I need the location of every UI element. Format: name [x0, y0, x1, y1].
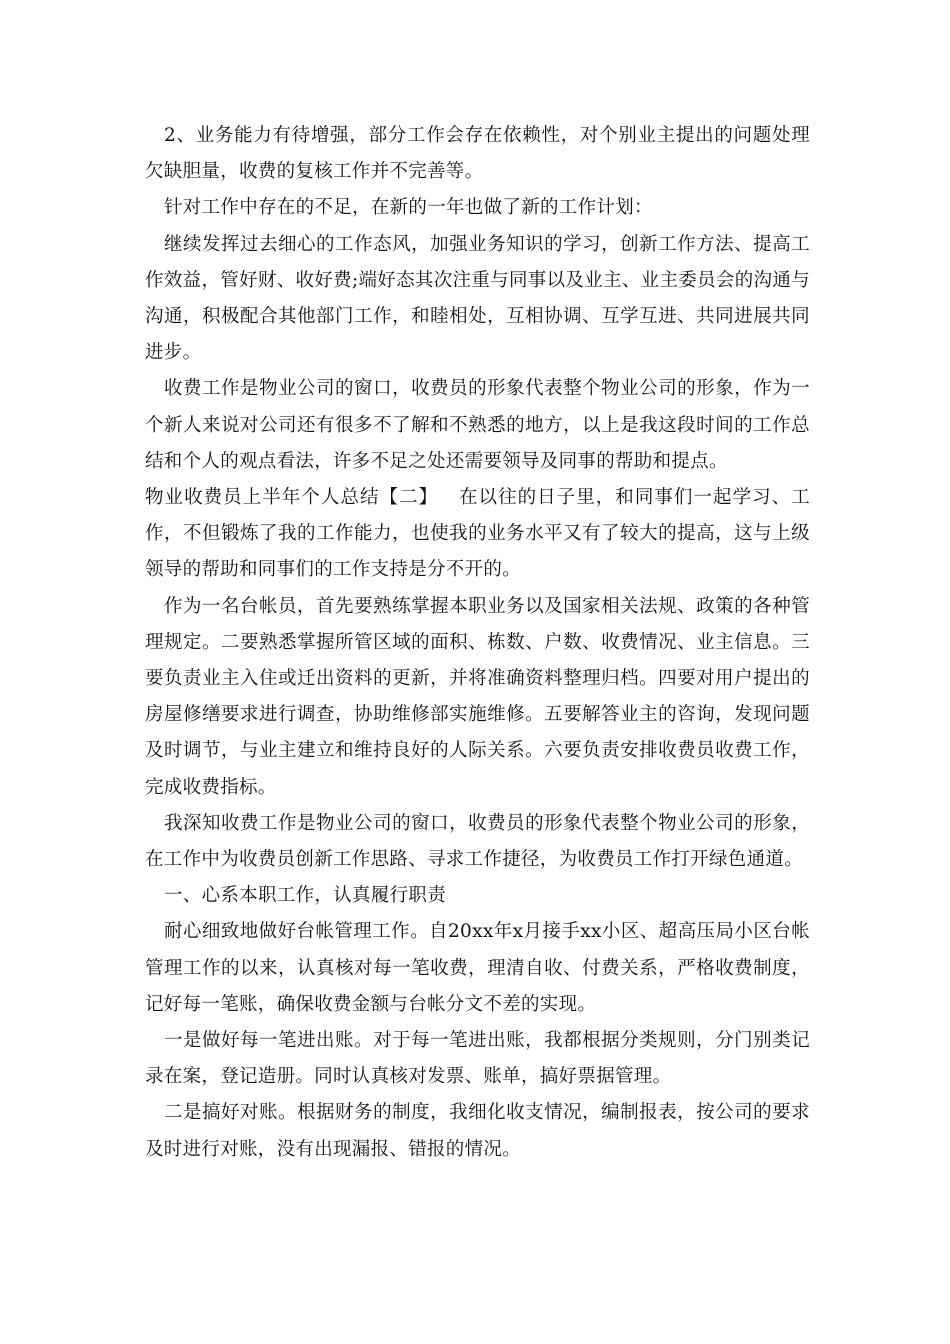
section-intro: 在以往的日子里，和同事们一起学习、工作，不但锻炼了我的工作能力，也使我的业务水平又有了较大的提高，这与上级领导的帮助和同事们的工作支持是分不开的。 — [145, 487, 810, 581]
paragraph-plan: 继续发挥过去细心的工作态风，加强业务知识的学习，创新工作方法、提高工作效益，管好财、收好费;端好态其次注重与同事以及业主、业主委员会的沟通与沟通，积极配合其他部门工作，和睦相处，互相协调、互学互进、共同进展共同进步。 — [145, 233, 810, 364]
section-title: 物业收费员上半年个人总结【二】 — [145, 487, 439, 509]
paragraph-conclusion: 收费工作是物业公司的窗口，收费员的形象代表整个物业公司的形象，作为一个新人来说对公司还有很多不了解和不熟悉的地方，以上是我这段时间的工作总结和个人的观点看法，许多不足之处还需要领导及同事的帮助和提点。 — [145, 378, 810, 472]
section-two — [145, 480, 810, 589]
paragraph-ledger: 耐心细致地做好台帐管理工作。自20xx年x月接手xx小区、超高压局小区台帐管理工作的以来，认真核对每一笔收费，理清自收、付费关系，严格收费制度，记好每一笔账，确保收费金额与台帐分文不差的实现。 — [145, 921, 810, 1015]
document-body — [145, 118, 810, 1168]
paragraph-accounts: 一是做好每一笔进出账。对于每一笔进出账，我都根据分类规则，分门别类记录在案，登记造册。同时认真核对发票、账单，搞好票据管理。 — [145, 1030, 810, 1088]
paragraph-plan-intro: 针对工作中存在的不足，在新的一年也做了新的工作计划： — [164, 197, 653, 219]
subheading-one: 一、心系本职工作，认真履行职责 — [164, 885, 447, 907]
paragraph-weakness-2: 2、业务能力有待增强，部分工作会存在依赖性，对个别业主提出的问题处理欠缺胆量，收费的复核工作并不完善等。 — [145, 125, 810, 183]
paragraph-duties: 作为一名台帐员，首先要熟练掌握本职业务以及国家相关法规、政策的各种管理规定。二要熟悉掌握所管区域的面积、栋数、户数、收费情况、业主信息。三要负责业主入住或迁出资料的更新，并将准确资料整理归档。四要对用户提出的房屋修缮要求进行调查，协助维修部实施维修。五要解答业主的咨询，发现问题及时调节，与业主建立和维持良好的人际关系。六要负责安排收费员收费工作，完成收费指标。 — [145, 595, 810, 798]
paragraph-reconcile: 二是搞好对账。根据财务的制度，我细化收支情况，编制报表，按公司的要求及时进行对账，没有出现漏报、错报的情况。 — [145, 1102, 810, 1160]
paragraph-window: 我深知收费工作是物业公司的窗口，收费员的形象代表整个物业公司的形象，在工作中为收费员创新工作思路、寻求工作捷径，为收费员工作打开绿色通道。 — [145, 812, 810, 871]
